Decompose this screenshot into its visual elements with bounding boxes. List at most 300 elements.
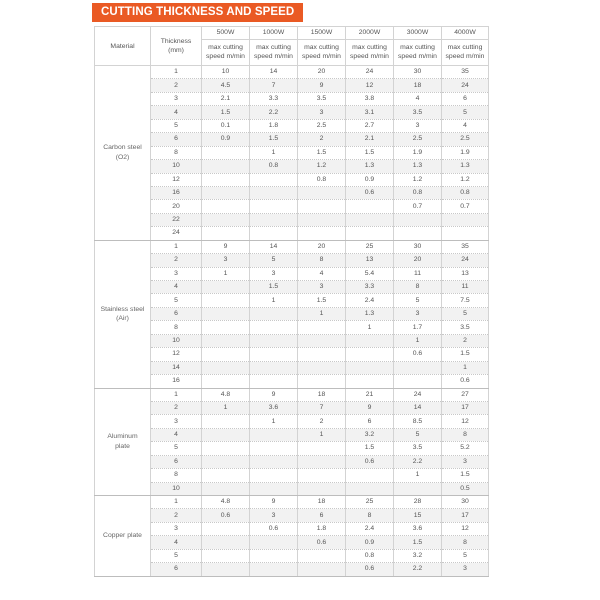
speed-cell: 24 xyxy=(442,79,489,92)
thickness-cell: 2 xyxy=(151,401,202,414)
speed-cell: 9 xyxy=(250,388,298,401)
speed-cell: 3.5 xyxy=(394,106,442,119)
speed-cell: 0.6 xyxy=(442,375,489,388)
speed-cell: 17 xyxy=(442,401,489,414)
speed-cell xyxy=(250,536,298,549)
speed-cell: 1.2 xyxy=(298,160,346,173)
speed-cell: 24 xyxy=(394,388,442,401)
speed-cell: 0.8 xyxy=(250,160,298,173)
thickness-cell: 1 xyxy=(151,240,202,253)
speed-cell: 27 xyxy=(442,388,489,401)
table-row xyxy=(95,160,489,173)
speed-cell xyxy=(202,213,250,226)
speed-cell: 1 xyxy=(250,146,298,159)
speed-cell: 4.8 xyxy=(202,496,250,509)
speed-cell xyxy=(250,455,298,468)
speed-cell xyxy=(250,482,298,495)
table-row xyxy=(95,361,489,374)
speed-cell xyxy=(298,469,346,482)
table-row xyxy=(95,348,489,361)
thickness-cell: 16 xyxy=(151,186,202,199)
speed-cell: 4 xyxy=(394,92,442,105)
thickness-cell: 8 xyxy=(151,321,202,334)
speed-header: max cutting speed m/min xyxy=(202,39,250,65)
speed-cell xyxy=(202,227,250,240)
table-row xyxy=(95,415,489,428)
speed-cell xyxy=(298,455,346,468)
speed-cell xyxy=(250,563,298,576)
speed-header: max cutting speed m/min xyxy=(298,39,346,65)
speed-cell: 1.5 xyxy=(346,146,394,159)
thickness-cell: 3 xyxy=(151,267,202,280)
speed-cell: 0.6 xyxy=(250,522,298,535)
speed-cell xyxy=(202,482,250,495)
speed-cell: 24 xyxy=(346,66,394,79)
material-cell: Carbon steel (O2) xyxy=(95,66,151,241)
speed-cell xyxy=(298,200,346,213)
table-row xyxy=(95,213,489,226)
thickness-cell: 12 xyxy=(151,173,202,186)
material-header: Material xyxy=(95,27,151,66)
thickness-cell: 3 xyxy=(151,415,202,428)
speed-cell: 3.6 xyxy=(250,401,298,414)
speed-cell: 12 xyxy=(442,415,489,428)
thickness-cell: 20 xyxy=(151,200,202,213)
speed-cell: 1.5 xyxy=(298,146,346,159)
speed-cell: 1.9 xyxy=(394,146,442,159)
speed-cell: 7 xyxy=(298,401,346,414)
table-row xyxy=(95,509,489,522)
speed-cell: 0.6 xyxy=(394,348,442,361)
speed-cell: 18 xyxy=(394,79,442,92)
speed-cell: 25 xyxy=(346,240,394,253)
speed-cell: 14 xyxy=(250,66,298,79)
speed-cell: 12 xyxy=(442,522,489,535)
speed-cell: 2.2 xyxy=(394,455,442,468)
page-title-banner xyxy=(92,3,303,22)
table-header xyxy=(95,27,489,66)
speed-cell xyxy=(346,361,394,374)
speed-cell: 0.7 xyxy=(394,200,442,213)
speed-cell: 1 xyxy=(202,267,250,280)
thickness-cell: 2 xyxy=(151,254,202,267)
speed-cell xyxy=(250,200,298,213)
speed-cell xyxy=(346,227,394,240)
speed-cell: 14 xyxy=(250,240,298,253)
thickness-cell: 6 xyxy=(151,563,202,576)
speed-cell xyxy=(202,334,250,347)
table-row xyxy=(95,294,489,307)
speed-cell: 1 xyxy=(250,294,298,307)
speed-cell: 8 xyxy=(442,428,489,441)
thickness-header-label: Thickness (mm) xyxy=(160,38,192,54)
thickness-cell: 16 xyxy=(151,375,202,388)
speed-cell: 15 xyxy=(394,509,442,522)
table-row xyxy=(95,66,489,79)
table-body xyxy=(95,66,489,577)
speed-cell: 3 xyxy=(298,281,346,294)
speed-cell: 1.5 xyxy=(346,442,394,455)
table-row xyxy=(95,92,489,105)
thickness-cell: 1 xyxy=(151,388,202,401)
speed-cell: 0.6 xyxy=(298,536,346,549)
speed-cell: 0.8 xyxy=(442,186,489,199)
speed-cell xyxy=(394,227,442,240)
speed-cell xyxy=(298,563,346,576)
speed-cell: 3 xyxy=(442,563,489,576)
speed-cell: 8 xyxy=(298,254,346,267)
speed-cell xyxy=(394,375,442,388)
speed-cell: 2.4 xyxy=(346,294,394,307)
speed-cell: 2.1 xyxy=(202,92,250,105)
speed-cell: 3.3 xyxy=(346,281,394,294)
speed-cell: 0.7 xyxy=(442,200,489,213)
table-row xyxy=(95,442,489,455)
speed-header: max cutting speed m/min xyxy=(394,39,442,65)
table-row xyxy=(95,455,489,468)
speed-cell xyxy=(298,375,346,388)
table-row xyxy=(95,549,489,562)
speed-cell xyxy=(250,307,298,320)
table-row xyxy=(95,79,489,92)
speed-cell xyxy=(298,482,346,495)
speed-cell: 1 xyxy=(298,307,346,320)
table-row xyxy=(95,307,489,320)
speed-cell: 0.8 xyxy=(298,173,346,186)
table-row xyxy=(95,536,489,549)
speed-cell xyxy=(202,294,250,307)
speed-cell: 8.5 xyxy=(394,415,442,428)
speed-cell xyxy=(250,348,298,361)
speed-cell: 9 xyxy=(346,401,394,414)
speed-cell: 1.5 xyxy=(298,294,346,307)
thickness-cell: 24 xyxy=(151,227,202,240)
speed-cell: 24 xyxy=(442,254,489,267)
speed-cell: 20 xyxy=(298,66,346,79)
thickness-cell: 1 xyxy=(151,66,202,79)
speed-cell: 1.2 xyxy=(394,173,442,186)
thickness-cell: 4 xyxy=(151,536,202,549)
speed-cell xyxy=(202,281,250,294)
thickness-cell: 10 xyxy=(151,482,202,495)
speed-cell xyxy=(346,469,394,482)
thickness-cell: 6 xyxy=(151,307,202,320)
speed-cell: 3 xyxy=(442,455,489,468)
thickness-cell: 5 xyxy=(151,442,202,455)
thickness-cell: 5 xyxy=(151,119,202,132)
speed-cell: 10 xyxy=(202,66,250,79)
speed-cell: 2.4 xyxy=(346,522,394,535)
table-row xyxy=(95,200,489,213)
speed-cell xyxy=(250,549,298,562)
speed-cell: 11 xyxy=(394,267,442,280)
thickness-cell: 4 xyxy=(151,281,202,294)
speed-cell: 12 xyxy=(346,79,394,92)
speed-header: max cutting speed m/min xyxy=(442,39,489,65)
speed-cell: 0.6 xyxy=(346,186,394,199)
speed-cell: 1.8 xyxy=(298,522,346,535)
speed-cell: 14 xyxy=(394,401,442,414)
speed-header: max cutting speed m/min xyxy=(346,39,394,65)
thickness-cell: 5 xyxy=(151,294,202,307)
speed-cell xyxy=(298,227,346,240)
speed-cell: 3.2 xyxy=(346,428,394,441)
speed-cell: 2.5 xyxy=(442,133,489,146)
table-row xyxy=(95,146,489,159)
speed-cell: 1.5 xyxy=(442,348,489,361)
speed-cell xyxy=(346,200,394,213)
speed-cell: 3 xyxy=(202,254,250,267)
table-row xyxy=(95,401,489,414)
speed-cell xyxy=(202,469,250,482)
speed-cell xyxy=(250,227,298,240)
table-row xyxy=(95,469,489,482)
speed-cell: 4 xyxy=(298,267,346,280)
speed-cell xyxy=(202,361,250,374)
speed-cell xyxy=(202,173,250,186)
speed-cell: 0.9 xyxy=(346,173,394,186)
speed-cell: 35 xyxy=(442,240,489,253)
speed-cell xyxy=(298,348,346,361)
table-row xyxy=(95,173,489,186)
speed-cell: 3.5 xyxy=(442,321,489,334)
speed-cell: 1.8 xyxy=(250,119,298,132)
thickness-cell: 14 xyxy=(151,361,202,374)
thickness-header xyxy=(151,27,202,66)
table-row xyxy=(95,267,489,280)
speed-cell xyxy=(202,522,250,535)
speed-cell: 3.3 xyxy=(250,92,298,105)
speed-cell: 3.8 xyxy=(346,92,394,105)
speed-cell: 4.5 xyxy=(202,79,250,92)
speed-cell: 5 xyxy=(442,307,489,320)
speed-cell: 1.3 xyxy=(346,307,394,320)
speed-cell: 20 xyxy=(394,254,442,267)
speed-cell: 9 xyxy=(202,240,250,253)
speed-cell: 8 xyxy=(442,536,489,549)
page-title: CUTTING THICKNESS AND SPEED xyxy=(101,6,295,18)
thickness-cell: 1 xyxy=(151,496,202,509)
speed-cell: 5 xyxy=(394,428,442,441)
speed-cell: 3 xyxy=(298,106,346,119)
thickness-cell: 22 xyxy=(151,213,202,226)
speed-cell: 6 xyxy=(298,509,346,522)
cutting-table xyxy=(94,26,489,577)
speed-cell: 1.3 xyxy=(346,160,394,173)
speed-cell xyxy=(298,186,346,199)
speed-cell xyxy=(202,307,250,320)
speed-cell xyxy=(346,213,394,226)
thickness-cell: 8 xyxy=(151,146,202,159)
speed-cell xyxy=(202,348,250,361)
speed-cell: 30 xyxy=(394,66,442,79)
power-header-1500w: 1500W xyxy=(298,27,346,40)
speed-cell xyxy=(202,563,250,576)
speed-cell: 5.4 xyxy=(346,267,394,280)
speed-cell: 7.5 xyxy=(442,294,489,307)
speed-cell: 18 xyxy=(298,496,346,509)
speed-cell: 11 xyxy=(442,281,489,294)
speed-cell xyxy=(250,469,298,482)
speed-cell: 2.7 xyxy=(346,119,394,132)
speed-cell: 21 xyxy=(346,388,394,401)
table-row xyxy=(95,106,489,119)
speed-cell: 7 xyxy=(250,79,298,92)
speed-cell xyxy=(346,482,394,495)
speed-cell: 9 xyxy=(250,496,298,509)
speed-cell xyxy=(298,321,346,334)
thickness-cell: 6 xyxy=(151,455,202,468)
thickness-cell: 4 xyxy=(151,428,202,441)
thickness-cell: 8 xyxy=(151,469,202,482)
speed-cell: 1 xyxy=(202,401,250,414)
power-header-500w: 500W xyxy=(202,27,250,40)
speed-cell: 1 xyxy=(250,415,298,428)
speed-cell: 1 xyxy=(394,334,442,347)
table-row xyxy=(95,428,489,441)
speed-cell xyxy=(202,428,250,441)
speed-cell xyxy=(298,334,346,347)
speed-cell xyxy=(250,375,298,388)
table-row xyxy=(95,254,489,267)
speed-cell: 5 xyxy=(442,106,489,119)
speed-cell xyxy=(202,536,250,549)
material-cell: Stainless steel (Air) xyxy=(95,240,151,388)
speed-cell: 9 xyxy=(298,79,346,92)
speed-cell xyxy=(250,186,298,199)
speed-cell: 1.2 xyxy=(442,173,489,186)
thickness-cell: 6 xyxy=(151,133,202,146)
material-cell: Aluminum plate xyxy=(95,388,151,496)
speed-cell xyxy=(202,160,250,173)
power-header-2000w: 2000W xyxy=(346,27,394,40)
thickness-cell: 2 xyxy=(151,509,202,522)
speed-cell xyxy=(250,321,298,334)
thickness-cell: 3 xyxy=(151,92,202,105)
thickness-cell: 4 xyxy=(151,106,202,119)
speed-cell: 3 xyxy=(394,307,442,320)
table-row xyxy=(95,227,489,240)
speed-cell: 0.6 xyxy=(202,509,250,522)
speed-cell: 8 xyxy=(346,509,394,522)
speed-cell: 1 xyxy=(346,321,394,334)
power-header-3000w: 3000W xyxy=(394,27,442,40)
speed-cell xyxy=(202,442,250,455)
speed-cell: 30 xyxy=(394,240,442,253)
table-row xyxy=(95,240,489,253)
speed-cell: 2.2 xyxy=(394,563,442,576)
speed-cell xyxy=(202,146,250,159)
speed-cell xyxy=(298,213,346,226)
speed-cell: 0.6 xyxy=(346,563,394,576)
speed-cell: 5 xyxy=(394,294,442,307)
speed-header: max cutting speed m/min xyxy=(250,39,298,65)
speed-cell: 2.2 xyxy=(250,106,298,119)
speed-cell xyxy=(202,415,250,428)
speed-cell: 5 xyxy=(442,549,489,562)
speed-cell: 0.8 xyxy=(346,549,394,562)
speed-cell: 1.5 xyxy=(202,106,250,119)
speed-cell xyxy=(202,186,250,199)
speed-cell xyxy=(250,442,298,455)
speed-cell: 2.5 xyxy=(394,133,442,146)
thickness-cell: 3 xyxy=(151,522,202,535)
speed-cell: 1.3 xyxy=(442,160,489,173)
speed-cell: 18 xyxy=(298,388,346,401)
speed-cell xyxy=(202,200,250,213)
speed-cell xyxy=(298,549,346,562)
table-row xyxy=(95,281,489,294)
speed-cell: 1.3 xyxy=(394,160,442,173)
speed-cell: 0.1 xyxy=(202,119,250,132)
speed-cell xyxy=(202,321,250,334)
speed-cell: 0.9 xyxy=(346,536,394,549)
speed-cell: 1.5 xyxy=(250,281,298,294)
speed-cell xyxy=(250,334,298,347)
thickness-cell: 12 xyxy=(151,348,202,361)
speed-cell xyxy=(394,482,442,495)
speed-cell: 5 xyxy=(250,254,298,267)
speed-cell: 1 xyxy=(442,361,489,374)
speed-cell xyxy=(250,428,298,441)
table-row xyxy=(95,482,489,495)
speed-cell: 30 xyxy=(442,496,489,509)
speed-cell xyxy=(202,375,250,388)
speed-cell: 13 xyxy=(346,254,394,267)
speed-cell: 4 xyxy=(442,119,489,132)
speed-cell: 1.5 xyxy=(442,469,489,482)
speed-cell: 1.5 xyxy=(394,536,442,549)
speed-cell: 3.6 xyxy=(394,522,442,535)
speed-cell xyxy=(298,361,346,374)
speed-cell: 8 xyxy=(394,281,442,294)
speed-cell: 3 xyxy=(394,119,442,132)
speed-cell: 1 xyxy=(298,428,346,441)
speed-cell xyxy=(394,213,442,226)
speed-cell: 2 xyxy=(298,133,346,146)
speed-cell: 35 xyxy=(442,66,489,79)
power-header-4000w: 4000W xyxy=(442,27,489,40)
speed-cell xyxy=(250,173,298,186)
speed-cell: 3.5 xyxy=(298,92,346,105)
thickness-cell: 2 xyxy=(151,79,202,92)
speed-cell: 1 xyxy=(394,469,442,482)
speed-cell: 3 xyxy=(250,267,298,280)
speed-cell: 28 xyxy=(394,496,442,509)
speed-cell: 0.9 xyxy=(202,133,250,146)
thickness-cell: 5 xyxy=(151,549,202,562)
speed-cell xyxy=(442,227,489,240)
speed-cell: 3.2 xyxy=(394,549,442,562)
speed-cell xyxy=(394,361,442,374)
table-row xyxy=(95,388,489,401)
table-row xyxy=(95,321,489,334)
speed-cell xyxy=(346,375,394,388)
speed-cell: 6 xyxy=(346,415,394,428)
speed-cell: 0.5 xyxy=(442,482,489,495)
speed-cell: 20 xyxy=(298,240,346,253)
speed-cell xyxy=(298,442,346,455)
table-row xyxy=(95,496,489,509)
table-row xyxy=(95,186,489,199)
table-row xyxy=(95,334,489,347)
speed-cell: 13 xyxy=(442,267,489,280)
speed-cell: 1.7 xyxy=(394,321,442,334)
table-row xyxy=(95,563,489,576)
speed-cell: 5.2 xyxy=(442,442,489,455)
speed-cell xyxy=(346,334,394,347)
speed-cell xyxy=(250,213,298,226)
